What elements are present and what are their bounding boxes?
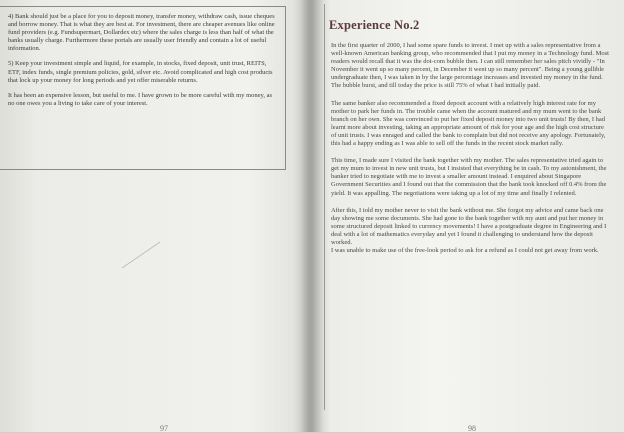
left-paragraph-1: 4) Bank should just be a place for you to deposit money, transfer money, withdraw cash, issue cheques and borrow money. That is what they are best at. For investment, there are cheaper avenues like online fund providers (e.g. Fundsupermart, Dollardex etc) where the sales charge is less than half of what the banks usually charge. Furthermore these portals are usually user friendly and contain a lot of useful information. [8, 13, 275, 53]
right-text-box [324, 4, 615, 410]
right-page-number: 98 [468, 424, 476, 433]
right-page [318, 0, 624, 432]
right-paragraph-5: I was unable to make use of the free-look period to ask for a refund as I could not get away from work. [331, 247, 599, 255]
right-paragraph-3: This time, I made sure I visited the bank together with my mother. The sales representative tried again to get my mum to invest in new unit trusts, but I insisted that everything be in cash. To my astonishment, the banker tried to negotiate with me to invest a smaller amount instead. I enquired about Singapore Government Securities and I found out that the commission that the bank took knocked off 0.4% from the yield. It was appalling. The negotiations were taking up a lot of my time and finally I relented. [331, 157, 607, 197]
section-title: Experience No.2 [329, 18, 420, 32]
right-paragraph-1: In the first quarter of 2000, I had some spare funds to invest. I met up with a sales representative from a well-known American banking group, who recommended that I put my money in a Technology fund. Most readers would recall that it was the dot-com bubble then. I can still remember her sales pitch vividly - "In November it went up so many percent, in December it went up so many percent". Being a young gullible undergraduate then, I was taken in by the large percentage increases and invested my money in the fund. The bubble burst, and till today the price is still 75% of what I had initially paid. [331, 42, 609, 90]
left-text-box [0, 6, 286, 170]
left-paragraph-2: 5) Keep your investment simple and liquid, for example, in stocks, fixed deposit, unit trust, REITS, ETF, index funds, single premium policies, gold, silver etc. Avoid complicated and high cost products that lock up your money for long periods and yet offer miserable returns. [8, 60, 273, 84]
right-paragraph-4: After this, I told my mother never to visit the bank without me. She forgot my advice and came back one day showing me some documents. She had gone to the bank together with my aunt and put her money in some structured deposit linked to currency movements! I have a postgraduate degree in Engineering and I deal with a lot of mathematics everyday and yet I found it challenging to understand how the deposit worked. [331, 206, 607, 246]
left-page [0, 0, 302, 432]
left-paragraph-3: It has been an expensive lesson, but useful to me. I have grown to be more careful with my money, as no one owes you a living to take care of your interest. [8, 91, 273, 107]
right-body [325, 42, 615, 255]
left-page-number: 97 [160, 424, 168, 433]
pencil-mark-icon [120, 230, 180, 270]
right-paragraph-2: The same banker also recommended a fixed deposit account with a relatively high interest rate for my mother to park her funds in. The trouble came when the account matured and my mum went to the bank branch on her own. She was convinced to put her fixed deposit money into two unit trusts! By then, I had learnt more about investing, taking an appropriate amount of risk for your age and the high cost structure of unit trusts. I was enraged and called the bank to complain but did not receive any apology. Fortunately, this had a happy ending as I was able to sell off the funds in the recent stock market rally. [331, 99, 606, 148]
